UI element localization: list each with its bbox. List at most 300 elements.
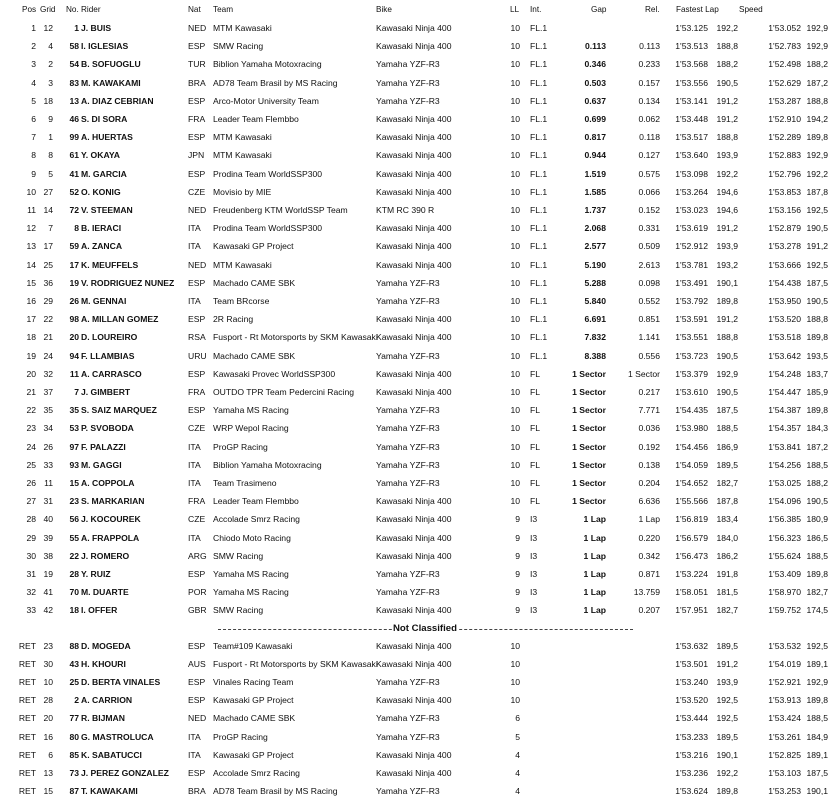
cell-int: FL.1 bbox=[530, 59, 548, 70]
result-row bbox=[0, 128, 838, 146]
header-bike: Bike bbox=[376, 5, 392, 14]
cell-speed: 190,5 bbox=[806, 496, 828, 507]
cell-best: 1'53.841 bbox=[768, 441, 801, 452]
cell-rider: G. MASTROLUCA bbox=[81, 731, 154, 742]
cell-nat: ESP bbox=[188, 677, 206, 687]
cell-no: 15 bbox=[69, 478, 79, 488]
cell-lap-time: 1'53.624 bbox=[675, 786, 708, 797]
cell-no: 2 bbox=[74, 695, 79, 706]
cell-best: 1'53.156 bbox=[768, 205, 801, 215]
retired-row bbox=[0, 655, 838, 673]
cell-bike: Yamaha YZF-R3 bbox=[376, 441, 440, 452]
retired-row bbox=[0, 673, 838, 691]
cell-ll: 6 bbox=[515, 713, 520, 724]
cell-team: MTM Kawasaki bbox=[213, 150, 272, 161]
cell-bike: Yamaha YZF-R3 bbox=[376, 423, 440, 434]
cell-gap: 0.699 bbox=[584, 114, 606, 124]
cell-speed: 189,8 bbox=[806, 405, 828, 416]
cell-ll: 10 bbox=[510, 459, 520, 470]
cell-bike: Yamaha YZF-R3 bbox=[376, 77, 440, 88]
cell-lap-speed: 189,5 bbox=[716, 731, 738, 742]
cell-no: 77 bbox=[69, 713, 79, 724]
cell-lap-time: 1'53.640 bbox=[675, 150, 708, 161]
cell-lap-time: 1'53.556 bbox=[675, 77, 708, 88]
cell-team: Leader Team Flembbo bbox=[213, 114, 299, 124]
cell-int: I3 bbox=[530, 569, 538, 579]
cell-nat: JPN bbox=[188, 150, 205, 161]
cell-pos: 19 bbox=[26, 350, 36, 361]
cell-bike: Yamaha YZF-R3 bbox=[376, 405, 440, 416]
cell-int: I3 bbox=[530, 532, 538, 543]
cell-best: 1'53.261 bbox=[768, 731, 801, 742]
cell-bike: Kawasaki Ninja 400 bbox=[376, 387, 452, 397]
cell-grid: 1 bbox=[48, 132, 53, 143]
cell-int: FL.1 bbox=[530, 332, 548, 343]
cell-best: 1'53.518 bbox=[768, 332, 801, 343]
cell-speed: 187,8 bbox=[806, 186, 828, 197]
cell-ll: 10 bbox=[510, 132, 520, 143]
result-row bbox=[0, 547, 838, 565]
cell-rel: 0.331 bbox=[638, 223, 660, 234]
cell-gap: 1 Sector bbox=[572, 496, 606, 507]
cell-lap-time: 1'53.551 bbox=[675, 332, 708, 343]
cell-lap-time: 1'56.579 bbox=[675, 532, 708, 543]
cell-team: Vinales Racing Team bbox=[213, 677, 294, 687]
result-row bbox=[0, 328, 838, 346]
cell-gap: 5.840 bbox=[584, 296, 606, 306]
cell-rel: 0.118 bbox=[639, 132, 660, 143]
cell-no: 80 bbox=[69, 731, 79, 742]
cell-bike: Kawasaki Ninja 400 bbox=[376, 532, 452, 543]
cell-team: SMW Racing bbox=[213, 605, 264, 616]
cell-speed: 192,9 bbox=[806, 41, 828, 52]
retired-row bbox=[0, 764, 838, 782]
cell-int: FL.1 bbox=[530, 350, 548, 361]
cell-team: WRP Wepol Racing bbox=[213, 423, 289, 434]
cell-int: FL.1 bbox=[530, 296, 548, 306]
cell-rider: Y. RUIZ bbox=[81, 569, 111, 579]
result-row bbox=[0, 474, 838, 492]
cell-rel: 0.192 bbox=[638, 441, 660, 452]
cell-lap-time: 1'53.141 bbox=[675, 95, 708, 106]
cell-bike: Yamaha YZF-R3 bbox=[376, 569, 440, 579]
cell-nat: TUR bbox=[188, 59, 206, 70]
cell-lap-speed: 192,9 bbox=[716, 368, 738, 379]
cell-lap-time: 1'53.792 bbox=[675, 296, 708, 306]
cell-ll: 10 bbox=[510, 77, 520, 88]
cell-lap-time: 1'53.517 bbox=[675, 132, 708, 143]
cell-rel: 0.575 bbox=[638, 168, 660, 179]
cell-rider: K. SABATUCCI bbox=[81, 749, 142, 760]
cell-bike: Kawasaki Ninja 400 bbox=[376, 314, 452, 325]
cell-rel: 7.771 bbox=[638, 405, 660, 416]
cell-gap: 1 Sector bbox=[572, 441, 606, 452]
cell-int: FL.1 bbox=[530, 277, 548, 288]
cell-ll: 10 bbox=[510, 332, 520, 343]
cell-rider: I. OFFER bbox=[81, 605, 118, 616]
retired-row bbox=[0, 637, 838, 655]
cell-speed: 185,9 bbox=[806, 387, 828, 397]
cell-nat: CZE bbox=[188, 423, 206, 434]
cell-rider: M. DUARTE bbox=[81, 587, 129, 598]
cell-speed: 186,5 bbox=[806, 532, 828, 543]
cell-lap-speed: 192,2 bbox=[716, 23, 738, 33]
cell-pos: 10 bbox=[26, 186, 36, 197]
retired-row bbox=[0, 691, 838, 709]
cell-ll: 10 bbox=[510, 405, 520, 416]
cell-ll: 10 bbox=[510, 423, 520, 434]
cell-grid: 15 bbox=[43, 786, 53, 797]
cell-bike: Kawasaki Ninja 400 bbox=[376, 658, 452, 669]
cell-nat: ESP bbox=[188, 95, 206, 106]
cell-pos: 18 bbox=[26, 332, 36, 343]
cell-gap: 1 Sector bbox=[572, 387, 606, 397]
cell-ll: 10 bbox=[510, 695, 520, 706]
cell-best: 1'56.385 bbox=[768, 514, 801, 525]
cell-lap-speed: 186,9 bbox=[716, 441, 738, 452]
cell-pos: 14 bbox=[26, 259, 36, 270]
cell-lap-time: 1'53.513 bbox=[675, 41, 708, 52]
cell-lap-speed: 181,5 bbox=[716, 587, 738, 598]
cell-pos: RET bbox=[18, 786, 36, 797]
cell-grid: 7 bbox=[48, 223, 53, 234]
cell-bike: Kawasaki Ninja 400 bbox=[376, 150, 452, 161]
cell-ll: 10 bbox=[510, 387, 520, 397]
cell-speed: 190,1 bbox=[806, 786, 828, 797]
cell-best: 1'52.783 bbox=[768, 41, 801, 52]
cell-no: 73 bbox=[69, 768, 79, 778]
cell-nat: NED bbox=[188, 205, 207, 215]
cell-best: 1'54.438 bbox=[768, 277, 801, 288]
cell-rider: S. SAIZ MARQUEZ bbox=[81, 405, 157, 416]
cell-rider: D. LOUREIRO bbox=[81, 332, 138, 343]
cell-gap: 5.190 bbox=[584, 259, 606, 270]
cell-bike: Yamaha YZF-R3 bbox=[376, 296, 440, 306]
cell-ll: 10 bbox=[510, 658, 520, 669]
cell-lap-speed: 190,1 bbox=[716, 277, 738, 288]
cell-team: Kawasaki GP Project bbox=[213, 695, 294, 706]
cell-rel: 0.871 bbox=[638, 569, 660, 579]
cell-grid: 17 bbox=[43, 241, 53, 252]
cell-no: 61 bbox=[69, 150, 79, 161]
cell-int: FL bbox=[530, 368, 541, 379]
cell-gap: 1.519 bbox=[584, 168, 606, 179]
cell-ll: 10 bbox=[510, 41, 520, 52]
cell-best: 1'56.323 bbox=[768, 532, 801, 543]
cell-grid: 42 bbox=[43, 605, 53, 616]
cell-team: MTM Kawasaki bbox=[213, 132, 272, 143]
cell-ll: 9 bbox=[515, 605, 520, 616]
cell-lap-speed: 189,5 bbox=[716, 459, 738, 470]
result-row bbox=[0, 365, 838, 383]
cell-ll: 10 bbox=[510, 350, 520, 361]
cell-speed: 192,5 bbox=[806, 640, 828, 651]
cell-nat: ITA bbox=[188, 749, 201, 760]
cell-ll: 10 bbox=[510, 296, 520, 306]
cell-nat: ITA bbox=[188, 223, 201, 234]
cell-pos: 29 bbox=[26, 532, 36, 543]
cell-no: 18 bbox=[69, 605, 79, 616]
cell-lap-speed: 193,9 bbox=[716, 150, 738, 161]
cell-best: 1'53.913 bbox=[768, 695, 801, 706]
cell-ll: 4 bbox=[515, 749, 520, 760]
cell-lap-time: 1'53.098 bbox=[675, 168, 708, 179]
cell-lap-time: 1'53.520 bbox=[675, 695, 708, 706]
cell-grid: 40 bbox=[43, 514, 53, 525]
cell-rel: 0.098 bbox=[638, 277, 660, 288]
result-row bbox=[0, 219, 838, 237]
cell-int: FL bbox=[530, 496, 541, 507]
cell-team: Arco-Motor University Team bbox=[213, 95, 319, 106]
cell-grid: 10 bbox=[43, 677, 53, 687]
header-grid: Grid bbox=[40, 5, 56, 14]
cell-team: Freudenberg KTM WorldSSP Team bbox=[213, 205, 348, 215]
cell-int: FL.1 bbox=[530, 241, 548, 252]
cell-lap-time: 1'53.236 bbox=[675, 768, 708, 778]
cell-lap-speed: 191,2 bbox=[716, 223, 738, 234]
cell-nat: AUS bbox=[188, 658, 206, 669]
cell-int: FL.1 bbox=[530, 23, 548, 33]
cell-best: 1'52.883 bbox=[768, 150, 801, 161]
cell-pos: 9 bbox=[31, 168, 36, 179]
cell-gap: 8.388 bbox=[584, 350, 606, 361]
cell-no: 72 bbox=[69, 205, 79, 215]
cell-int: I3 bbox=[530, 605, 538, 616]
cell-speed: 192,2 bbox=[806, 168, 828, 179]
cell-rider: S. DI SORA bbox=[81, 114, 128, 124]
cell-rider: A. HUERTAS bbox=[81, 132, 133, 143]
cell-speed: 190,5 bbox=[806, 223, 828, 234]
cell-nat: ESP bbox=[188, 168, 206, 179]
cell-ll: 9 bbox=[515, 550, 520, 561]
cell-ll: 10 bbox=[510, 150, 520, 161]
cell-speed: 187,5 bbox=[806, 277, 828, 288]
cell-lap-time: 1'53.781 bbox=[675, 259, 708, 270]
cell-pos: 16 bbox=[26, 296, 36, 306]
cell-grid: 32 bbox=[43, 368, 53, 379]
cell-int: FL.1 bbox=[530, 205, 548, 215]
cell-best: 1'52.879 bbox=[768, 223, 801, 234]
cell-no: 13 bbox=[69, 95, 79, 106]
cell-ll: 10 bbox=[510, 677, 520, 687]
result-row bbox=[0, 74, 838, 92]
cell-grid: 31 bbox=[43, 496, 53, 507]
result-row bbox=[0, 110, 838, 128]
cell-grid: 4 bbox=[48, 41, 53, 52]
cell-no: 97 bbox=[69, 441, 79, 452]
cell-lap-time: 1'54.059 bbox=[675, 459, 708, 470]
cell-team: ProGP Racing bbox=[213, 731, 268, 742]
cell-ll: 10 bbox=[510, 314, 520, 325]
cell-speed: 182,7 bbox=[806, 587, 828, 598]
cell-rel: 0.342 bbox=[638, 550, 660, 561]
cell-int: FL bbox=[530, 478, 541, 488]
cell-ll: 10 bbox=[510, 114, 520, 124]
cell-team: Kawasaki Provec WorldSSP300 bbox=[213, 368, 336, 379]
cell-pos: 3 bbox=[31, 59, 36, 70]
cell-rel: 1 Lap bbox=[638, 514, 660, 525]
cell-no: 7 bbox=[74, 387, 79, 397]
cell-rel: 0.217 bbox=[638, 387, 660, 397]
cell-rel: 0.220 bbox=[638, 532, 660, 543]
cell-gap: 1 Lap bbox=[583, 569, 606, 579]
cell-bike: Kawasaki Ninja 400 bbox=[376, 550, 452, 561]
cell-rel: 0.138 bbox=[638, 459, 660, 470]
result-row bbox=[0, 165, 838, 183]
cell-lap-time: 1'53.448 bbox=[675, 114, 708, 124]
cell-lap-time: 1'53.610 bbox=[675, 387, 708, 397]
cell-team: Yamaha MS Racing bbox=[213, 587, 289, 598]
cell-pos: 23 bbox=[26, 423, 36, 434]
cell-no: 56 bbox=[69, 514, 79, 525]
cell-nat: ESP bbox=[188, 132, 206, 143]
result-row bbox=[0, 183, 838, 201]
cell-rel: 0.207 bbox=[638, 605, 660, 616]
cell-speed: 188,8 bbox=[806, 95, 828, 106]
cell-best: 1'52.629 bbox=[768, 77, 801, 88]
cell-speed: 188,5 bbox=[806, 713, 828, 724]
cell-best: 1'53.853 bbox=[768, 186, 801, 197]
cell-team: SMW Racing bbox=[213, 41, 264, 52]
cell-lap-speed: 187,8 bbox=[716, 496, 738, 507]
cell-nat: NED bbox=[188, 713, 207, 724]
cell-int: FL bbox=[530, 459, 541, 470]
cell-no: 46 bbox=[69, 114, 79, 124]
cell-pos: 8 bbox=[31, 150, 36, 161]
cell-pos: 22 bbox=[26, 405, 36, 416]
cell-rel: 0.127 bbox=[638, 150, 660, 161]
cell-lap-time: 1'58.051 bbox=[675, 587, 708, 598]
cell-no: 8 bbox=[74, 223, 79, 234]
cell-ll: 10 bbox=[510, 95, 520, 106]
cell-rider: J. GIMBERT bbox=[81, 387, 131, 397]
cell-no: 98 bbox=[69, 314, 79, 325]
cell-lap-time: 1'52.912 bbox=[675, 241, 708, 252]
cell-rider: Y. OKAYA bbox=[81, 150, 121, 161]
cell-grid: 14 bbox=[43, 205, 53, 215]
cell-speed: 174,5 bbox=[806, 605, 828, 616]
cell-nat: ITA bbox=[188, 296, 201, 306]
cell-pos: 6 bbox=[31, 114, 36, 124]
result-row bbox=[0, 583, 838, 601]
cell-speed: 193,5 bbox=[806, 350, 828, 361]
cell-lap-time: 1'55.566 bbox=[675, 496, 708, 507]
cell-lap-time: 1'53.491 bbox=[675, 277, 708, 288]
cell-bike: Kawasaki Ninja 400 bbox=[376, 749, 452, 760]
result-row bbox=[0, 256, 838, 274]
cell-nat: ESP bbox=[188, 405, 206, 416]
cell-rider: V. RODRIGUEZ NUNEZ bbox=[81, 277, 175, 288]
cell-grid: 27 bbox=[43, 186, 53, 197]
cell-lap-speed: 186,2 bbox=[716, 550, 738, 561]
cell-bike: Yamaha YZF-R3 bbox=[376, 478, 440, 488]
cell-int: I3 bbox=[530, 587, 538, 598]
cell-pos: 30 bbox=[26, 550, 36, 561]
cell-grid: 36 bbox=[43, 277, 53, 288]
cell-grid: 23 bbox=[43, 640, 53, 651]
cell-bike: Kawasaki Ninja 400 bbox=[376, 640, 452, 651]
cell-pos: 20 bbox=[26, 368, 36, 379]
cell-rel: 0.204 bbox=[638, 478, 660, 488]
cell-bike: Kawasaki Ninja 400 bbox=[376, 768, 452, 778]
cell-grid: 30 bbox=[43, 658, 53, 669]
result-row bbox=[0, 401, 838, 419]
cell-lap-time: 1'53.632 bbox=[675, 640, 708, 651]
cell-lap-time: 1'54.652 bbox=[675, 478, 708, 488]
cell-best: 1'52.921 bbox=[768, 677, 801, 687]
cell-nat: ESP bbox=[188, 41, 206, 52]
cell-rider: A. MILLAN GOMEZ bbox=[81, 314, 159, 325]
cell-no: 88 bbox=[69, 640, 79, 651]
retired-row bbox=[0, 709, 838, 727]
cell-nat: ESP bbox=[188, 768, 206, 778]
cell-no: 55 bbox=[69, 532, 79, 543]
cell-speed: 187,2 bbox=[806, 441, 828, 452]
cell-lap-speed: 193,9 bbox=[716, 241, 738, 252]
cell-bike: Kawasaki Ninja 400 bbox=[376, 496, 452, 507]
cell-rel: 0.233 bbox=[638, 59, 660, 70]
cell-pos: RET bbox=[18, 695, 36, 706]
cell-gap: 0.637 bbox=[584, 95, 606, 106]
cell-speed: 183,7 bbox=[806, 368, 828, 379]
cell-grid: 33 bbox=[43, 459, 53, 470]
result-row bbox=[0, 19, 838, 37]
cell-team: Movisio by MIE bbox=[213, 186, 272, 197]
cell-ll: 9 bbox=[515, 514, 520, 525]
cell-int: FL bbox=[530, 387, 541, 397]
cell-team: OUTDO TPR Team Pedercini Racing bbox=[213, 387, 355, 397]
cell-rider: H. KHOURI bbox=[81, 658, 126, 669]
cell-int: FL bbox=[530, 405, 541, 416]
cell-grid: 21 bbox=[43, 332, 53, 343]
cell-rider: O. KONIG bbox=[81, 186, 121, 197]
cell-speed: 188,2 bbox=[806, 59, 828, 70]
cell-lap-speed: 193,9 bbox=[716, 677, 738, 687]
cell-ll: 10 bbox=[510, 277, 520, 288]
cell-speed: 180,9 bbox=[806, 514, 828, 525]
cell-lap-speed: 192,5 bbox=[716, 713, 738, 724]
cell-bike: Kawasaki Ninja 400 bbox=[376, 259, 452, 270]
cell-rider: J. KOCOUREK bbox=[81, 514, 141, 525]
cell-no: 28 bbox=[69, 569, 79, 579]
cell-ll: 10 bbox=[510, 259, 520, 270]
cell-grid: 8 bbox=[48, 150, 53, 161]
cell-team: SMW Racing bbox=[213, 550, 264, 561]
cell-speed: 192,9 bbox=[806, 23, 828, 33]
cell-best: 1'53.278 bbox=[768, 241, 801, 252]
not-classified-divider bbox=[0, 622, 838, 636]
cell-grid: 24 bbox=[43, 350, 53, 361]
result-row bbox=[0, 37, 838, 55]
cell-speed: 191,2 bbox=[806, 241, 828, 252]
cell-lap-time: 1'57.951 bbox=[675, 605, 708, 616]
cell-rider: M. GENNAI bbox=[81, 296, 127, 306]
cell-speed: 187,2 bbox=[806, 77, 828, 88]
cell-best: 1'54.447 bbox=[768, 387, 801, 397]
cell-team: Machado CAME SBK bbox=[213, 350, 296, 361]
cell-rel: 2.613 bbox=[638, 259, 660, 270]
cell-lap-time: 1'56.473 bbox=[675, 550, 708, 561]
cell-lap-time: 1'53.023 bbox=[675, 205, 708, 215]
cell-grid: 16 bbox=[43, 731, 53, 742]
cell-rider: J. ROMERO bbox=[81, 550, 130, 561]
cell-bike: Kawasaki Ninja 400 bbox=[376, 186, 452, 197]
cell-ll: 9 bbox=[515, 569, 520, 579]
cell-lap-speed: 191,2 bbox=[716, 95, 738, 106]
cell-ll: 10 bbox=[510, 478, 520, 488]
cell-lap-time: 1'53.125 bbox=[675, 23, 708, 33]
cell-gap: 2.577 bbox=[584, 241, 606, 252]
